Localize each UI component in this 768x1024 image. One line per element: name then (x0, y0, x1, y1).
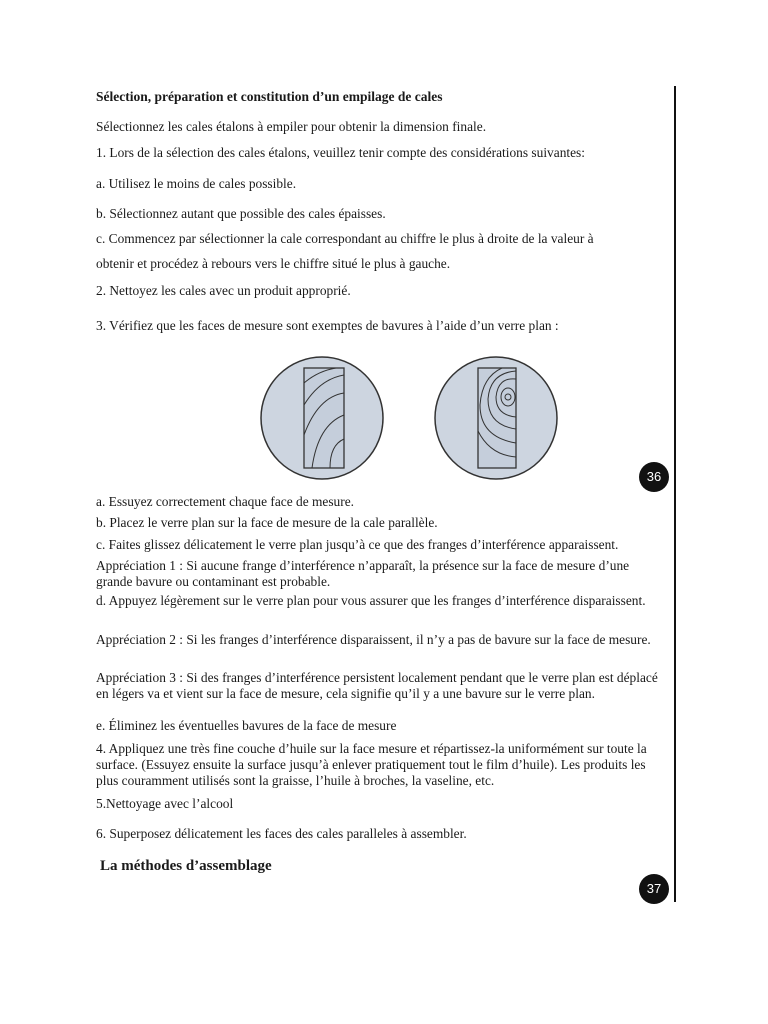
step-1c-line1: c. Commencez par sélectionner la cale correspondant au chiffre le plus à droite de la valeur à (96, 231, 594, 246)
appreciation-2: Appréciation 2 : Si les franges d’interférence disparaissent, il n’y a pas de bavure sur la face de mesure. (96, 632, 651, 647)
intro-text: Sélectionnez les cales étalons à empiler pour obtenir la dimension finale. (96, 119, 487, 134)
step-2: 2. Nettoyez les cales avec un produit approprié. (96, 283, 351, 298)
step-3c: c. Faites glissez délicatement le verre plan jusqu’à ce que des franges d’interférence apparaissent. (96, 537, 619, 552)
step-3e: e. Éliminez les éventuelles bavures de la face de mesure (96, 718, 397, 733)
step-3a: a. Essuyez correctement chaque face de mesure. (96, 494, 354, 509)
appreciation-3: Appréciation 3 : Si des franges d’interférence persistent localement pendant que le verre plan est déplacé en légers va et vient sur la face de mesure, cela signifie qu’il y a une bavure sur le verre plan. (96, 670, 658, 701)
step-3b: b. Placez le verre plan sur la face de mesure de la cale parallèle. (96, 515, 438, 530)
page-title: Sélection, préparation et constitution d’un empilage de cales (96, 89, 443, 104)
fringe-circle-left (261, 357, 383, 479)
margin-rule (674, 86, 676, 902)
step-5: 5.Nettoyage avec l’alcool (96, 796, 234, 811)
fringe-circle-right (435, 357, 557, 479)
step-4: 4. Appliquez une très fine couche d’huile sur la face mesure et répartissez-la uniformément sur toute la surface. (Essuyez ensuite la surface jusqu’à enlever pratiquement tout le film d’huile). Les produits les plus couramment utilisés sont la graisse, l’huile à broches, la vaseline, etc. (96, 741, 647, 788)
step-1: 1. Lors de la sélection des cales étalons, veuillez tenir compte des considérations suivantes: (96, 145, 585, 160)
appreciation-1: Appréciation 1 : Si aucune frange d’interférence n’apparaît, la présence sur la face de mesure d’une grande bavure ou contaminant est probable. (96, 558, 630, 589)
step-6: 6. Superposez délicatement les faces des cales paralleles à assembler. (96, 826, 467, 841)
interference-fringe-figure (258, 355, 562, 481)
page-number-badge: 36 (639, 462, 669, 492)
step-1b: b. Sélectionnez autant que possible des cales épaisses. (96, 206, 386, 221)
step-3: 3. Vérifiez que les faces de mesure sont exemptes de bavures à l’aide d’un verre plan : (96, 318, 559, 333)
page-number-badge-bottom: 37 (639, 874, 669, 904)
step-1c-line2: obtenir et procédez à rebours vers le chiffre situé le plus à gauche. (96, 256, 451, 271)
section-title-assembly: La méthodes d’assemblage (100, 858, 272, 874)
step-3d: d. Appuyez légèrement sur le verre plan pour vous assurer que les franges d’interférence disparaissent. (96, 593, 646, 608)
step-1a: a. Utilisez le moins de cales possible. (96, 176, 297, 191)
